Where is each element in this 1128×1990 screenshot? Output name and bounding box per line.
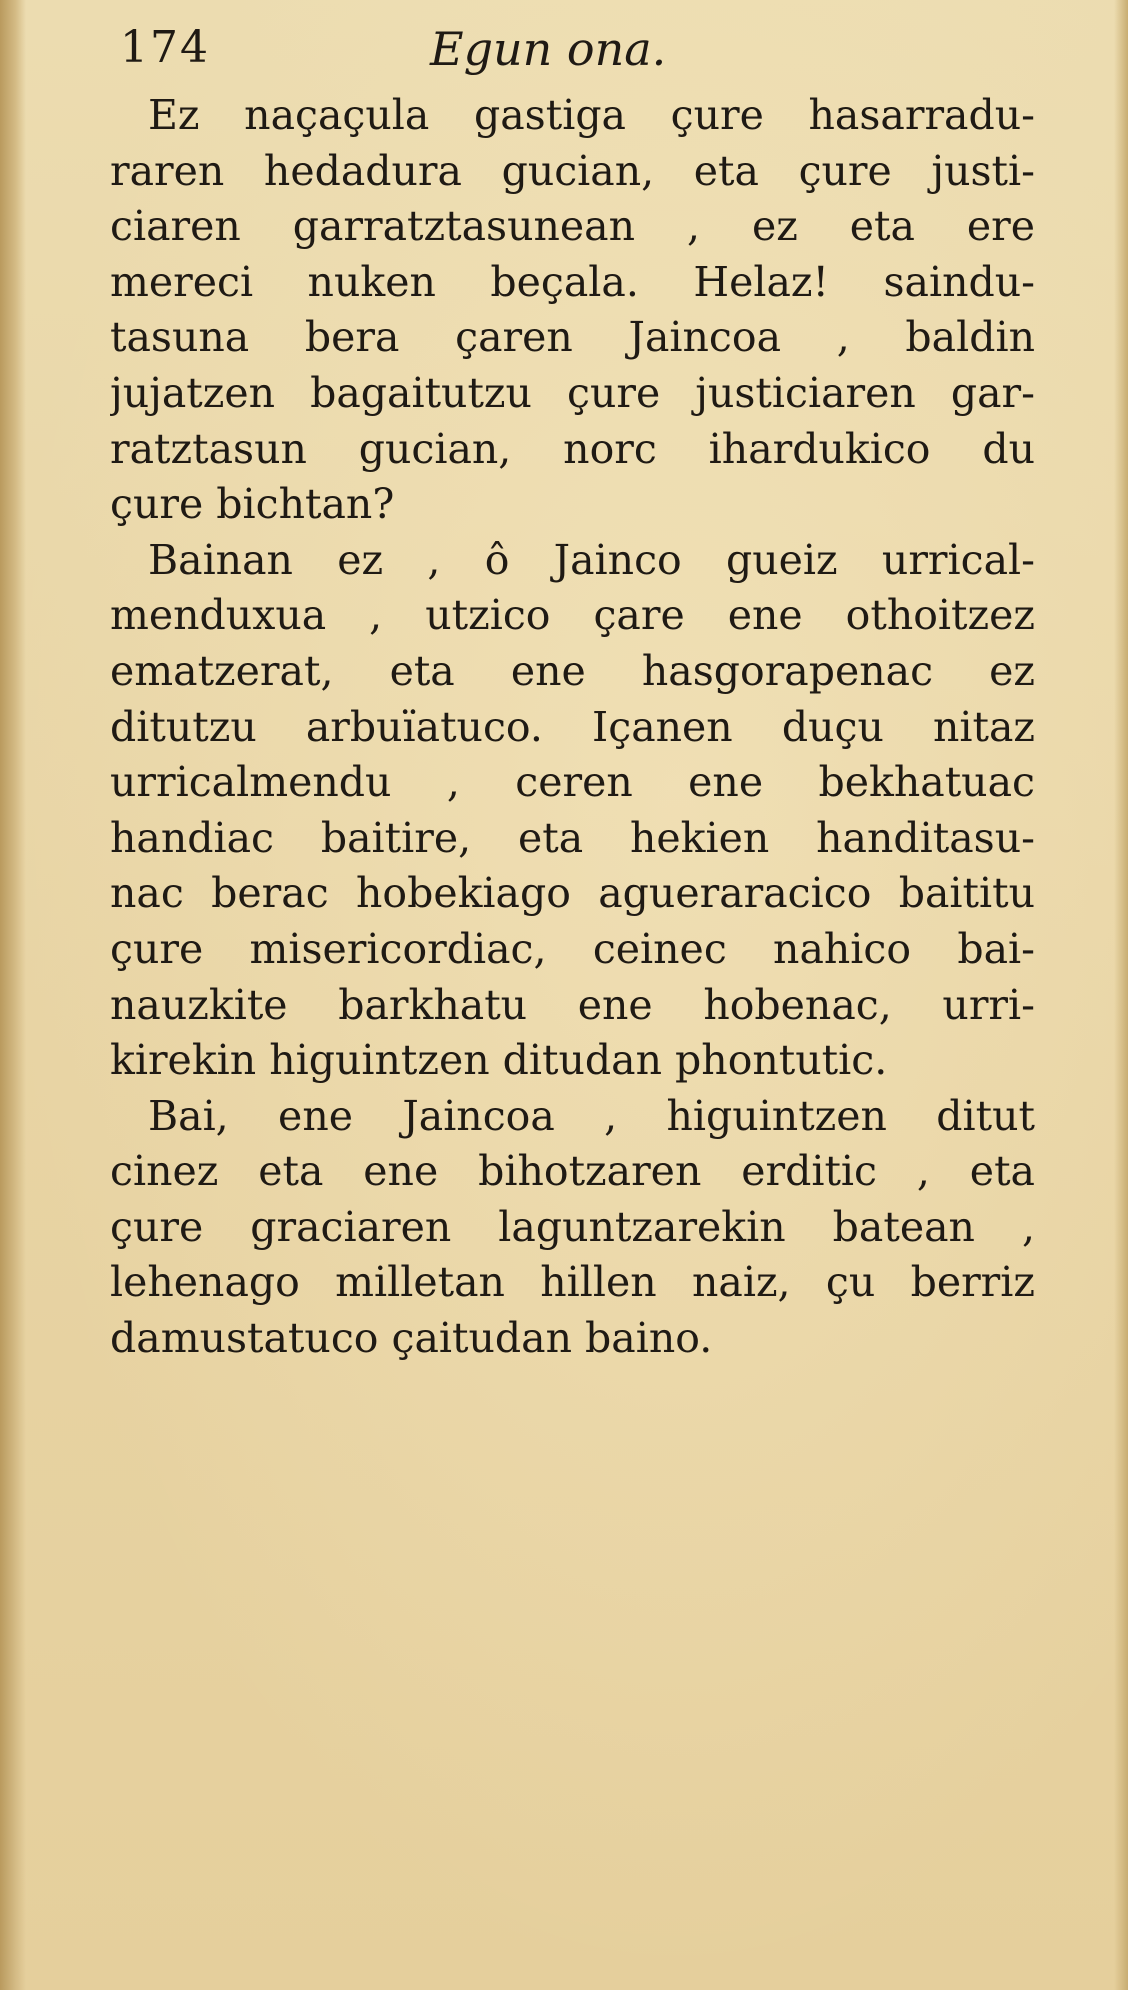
text-line: ciaren garratztasunean , ez eta ere — [110, 202, 1035, 251]
page-binding-edge — [0, 0, 26, 1990]
page-number: 174 — [120, 22, 210, 73]
text-line: kirekin higuintzen ditudan phontutic. — [110, 1036, 888, 1085]
text-line: Bai, ene Jaincoa , higuintzen ditut — [148, 1091, 1035, 1140]
running-title: Egun ona. — [430, 22, 667, 76]
text-line: nauzkite barkhatu ene hobenac, urri- — [110, 980, 1035, 1029]
text-line: jujatzen bagaitutzu çure justiciaren gar- — [110, 368, 1035, 417]
page-header — [120, 22, 1020, 82]
text-line: mereci nuken beçala. Helaz! saindu- — [110, 257, 1035, 306]
page-outer-edge — [1114, 0, 1128, 1990]
text-line: Ez naçaçula gastiga çure hasarradu- — [148, 91, 1035, 139]
text-line: damustatuco çaitudan baino. — [110, 1314, 713, 1363]
text-line: urricalmendu , ceren ene bekhatuac — [110, 758, 1035, 807]
text-line: ratztasun gucian, norc ihardukico du — [110, 424, 1035, 473]
body-text — [110, 88, 1035, 1367]
text-line: handiac baitire, eta hekien handitasu- — [110, 813, 1035, 862]
text-line: çure bichtan? — [110, 480, 395, 529]
text-line: Bainan ez , ô Jainco gueiz urrical- — [148, 535, 1035, 584]
text-line: nac berac hobekiago agueraracico baititu — [110, 869, 1035, 918]
text-line: ditutzu arbuïatuco. Içanen duçu nitaz — [110, 702, 1035, 751]
text-line: çure graciaren laguntzarekin batean , — [110, 1202, 1035, 1251]
text-line: cinez eta ene bihotzaren erditic , eta — [110, 1147, 1035, 1196]
text-line: menduxua , utzico çare ene othoitzez — [110, 591, 1035, 640]
text-line: ematzerat, eta ene hasgorapenac ez — [110, 646, 1035, 695]
text-line: lehenago milletan hillen naiz, çu berriz — [110, 1258, 1035, 1307]
text-line: tasuna bera çaren Jaincoa , baldin — [110, 313, 1035, 362]
text-line: çure misericordiac, ceinec nahico bai- — [110, 924, 1035, 973]
text-line: raren hedadura gucian, eta çure justi- — [110, 146, 1035, 195]
